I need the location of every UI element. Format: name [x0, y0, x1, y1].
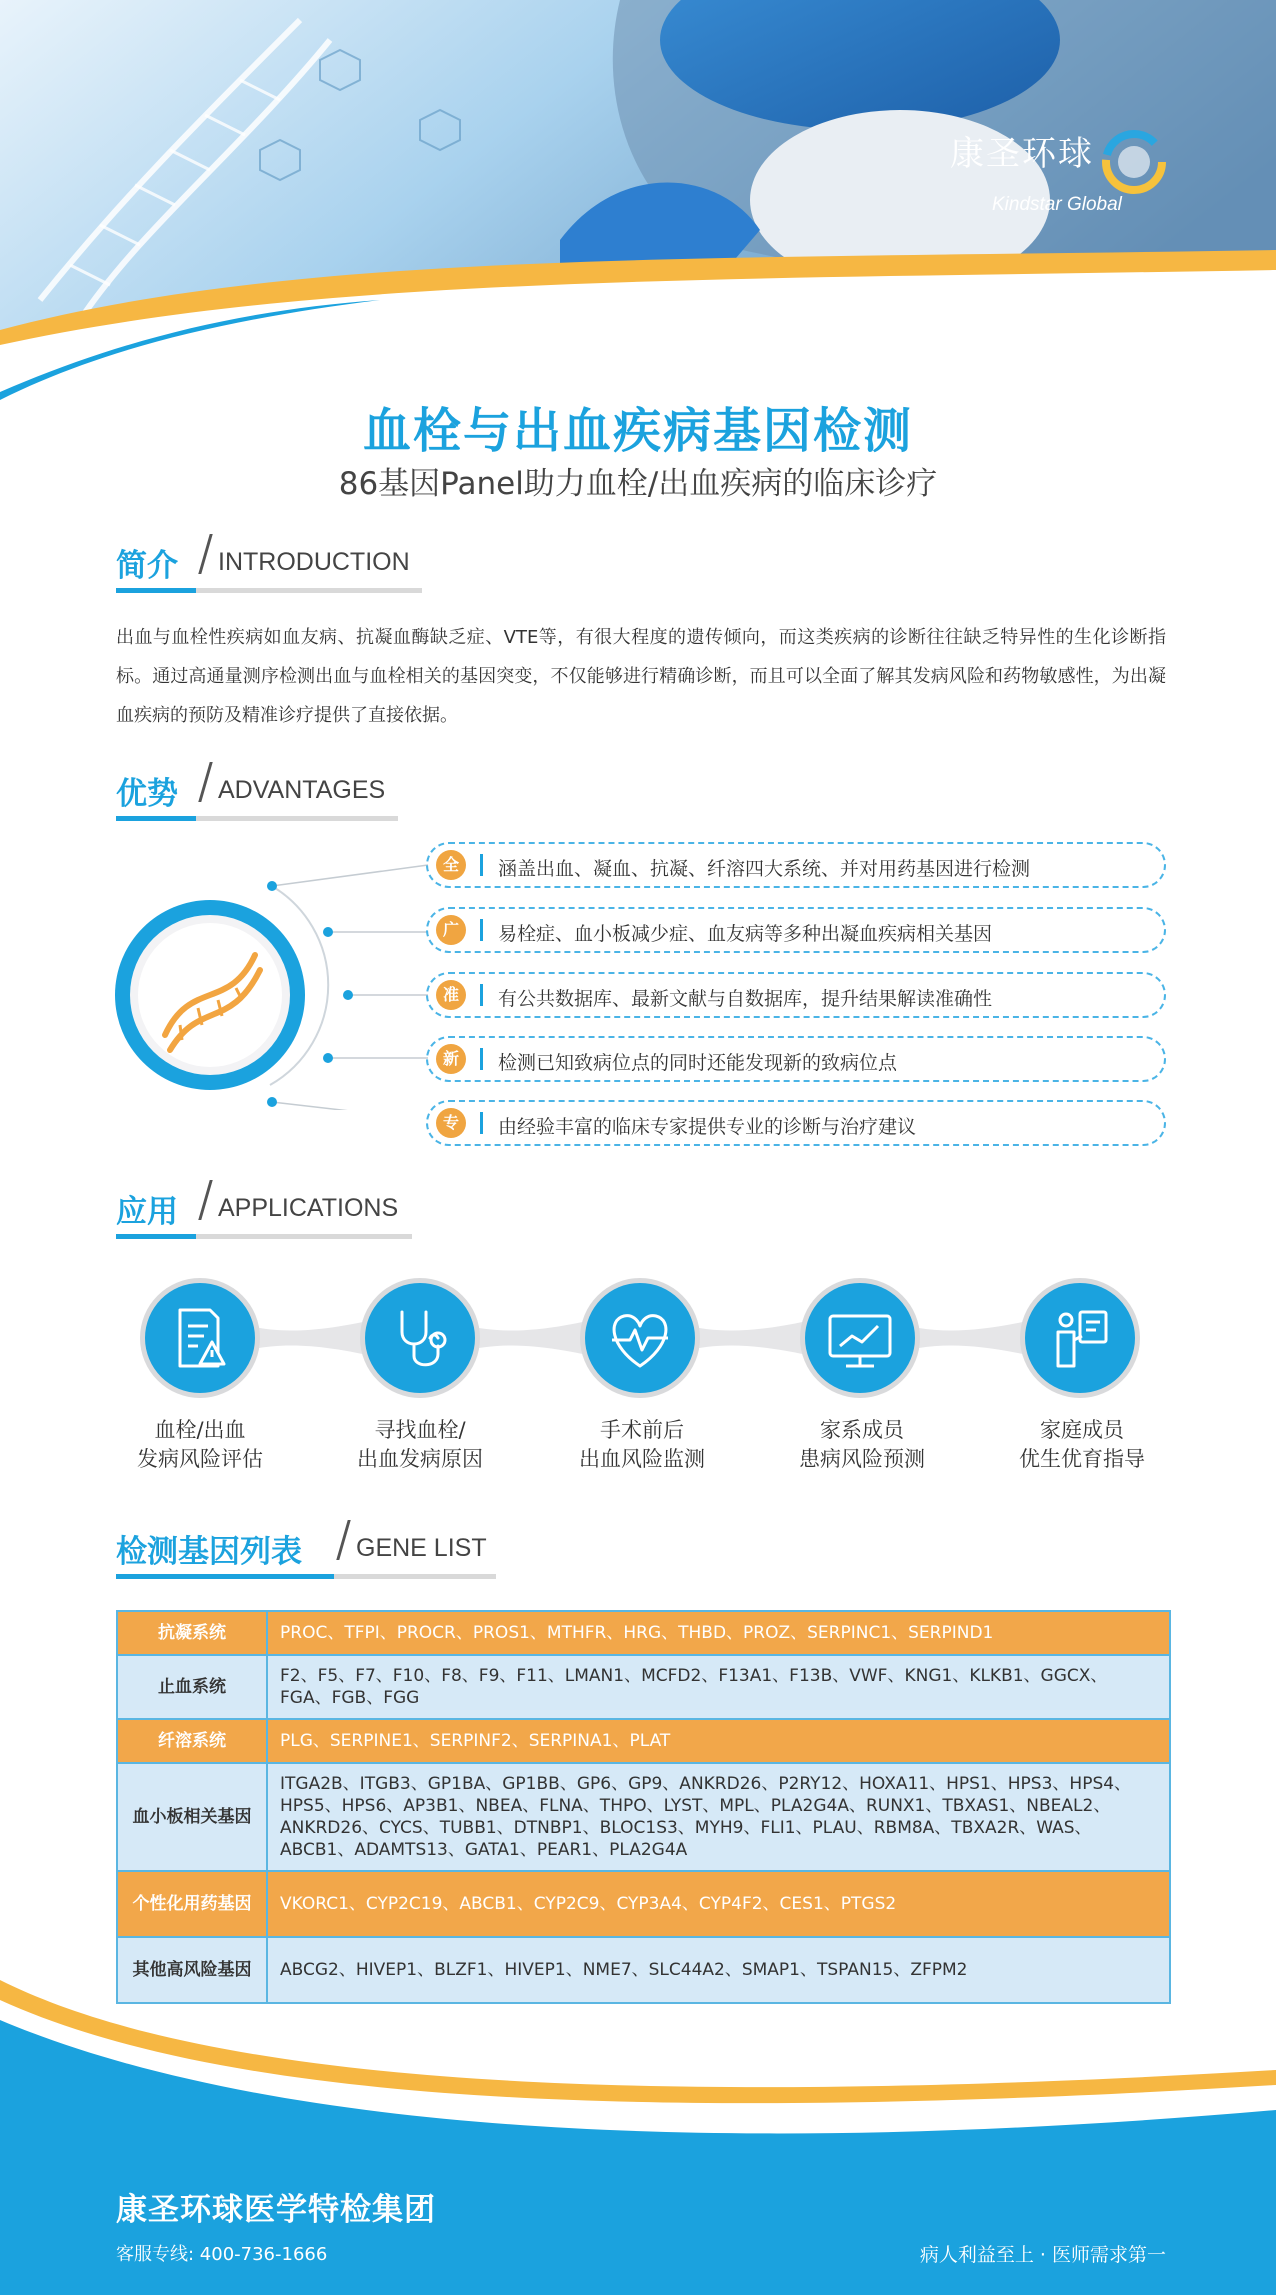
introduction-paragraph: 出血与血栓性疾病如血友病、抗凝血酶缺乏症、VTE等，有很大程度的遗传倾向，而这类疾病的诊断往往缺乏特异性的生化诊断指标。通过高通量测序检测出血与血栓相关的基因突变，不仅能够进行精确诊断，而且可以全面了解其发病风险和药物敏感性，为出凝血疾病的预防及精准诊疗提供了直接依据。 [116, 627, 1166, 726]
gene-names: PLG、SERPINE1、SERPINF2、SERPINA1、PLAT [267, 1719, 1170, 1763]
gene-names: ITGA2B、ITGB3、GP1BA、GP1BB、GP6、GP9、ANKRD26、P2RY12、HOXA11、HPS1、HPS3、HPS4、HPS5、HPS6、AP3B1、NBEA、FLNA、THPO、LYST、MPL、PLA2G4A、RUNX1、TBXAS1、NBEAL2、ANKRD26、CYCS、TUBB1、DTNBP1、BLOC1S3、MYH9、FLI1、PLAU、RBM8A、TBXA2R、WAS、ABCB1、ADAMTS13、GATA1、PEAR1、PLA2G4A [267, 1763, 1170, 1871]
advantage-divider [480, 1048, 483, 1070]
section-slash [336, 1520, 350, 1560]
application-label [752, 1416, 972, 1474]
gene-names: VKORC1、CYP2C19、ABCB1、CYP2C9、CYP3A4、CYP4F2、CES1、PTGS2 [267, 1871, 1170, 1937]
section-underline-accent [116, 1234, 196, 1239]
table-row [117, 1763, 1170, 1871]
application-label-line: 发病风险评估 [137, 1447, 263, 1471]
application-label [972, 1416, 1192, 1474]
advantage-badge: 专 [436, 1108, 466, 1138]
section-title-cn: 优势 [116, 776, 178, 812]
advantage-text: 由经验丰富的临床专家提供专业的诊断与治疗建议 [498, 1116, 917, 1138]
advantage-badge: 全 [436, 850, 466, 880]
app-circle-1 [140, 1278, 260, 1398]
advantage-badge: 广 [436, 915, 466, 945]
brand-name-en: Kindstar Global [992, 194, 1122, 215]
app-circle-4 [800, 1278, 920, 1398]
hero-banner [0, 0, 1276, 400]
advantage-item [426, 907, 1166, 953]
footer-slogan: 病人利益至上 · 医师需求第一 [919, 2244, 1166, 2266]
footer-hotline: 客服专线: 400-736-1666 [116, 2244, 328, 2265]
gene-category: 其他高风险基因 [117, 1937, 267, 2003]
application-label-line: 患病风险预测 [799, 1447, 925, 1471]
section-title-en: APPLICATIONS [218, 1194, 399, 1222]
advantage-badge: 新 [436, 1044, 466, 1074]
application-label [532, 1416, 752, 1474]
section-slash [198, 534, 212, 574]
application-label-line: 家系成员 [820, 1418, 904, 1442]
advantage-text: 有公共数据库、最新文献与自数据库，提升结果解读准确性 [498, 988, 993, 1010]
gene-names: F2、F5、F7、F10、F8、F9、F11、LMAN1、MCFD2、F13A1、F13B、VWF、KNG1、KLKB1、GGCX、FGA、FGB、FGG [267, 1655, 1170, 1719]
section-title-cn: 简介 [116, 548, 178, 584]
footer-company-name: 康圣环球医学特检集团 [116, 2192, 436, 2228]
advantage-text: 检测已知致病位点的同时还能发现新的致病位点 [498, 1052, 898, 1074]
footer-banner [0, 1960, 1276, 2295]
table-row [117, 1871, 1170, 1937]
dna-circle-graphic [110, 860, 430, 1110]
section-slash [198, 1180, 212, 1220]
section-underline-accent [116, 1574, 334, 1579]
gene-names: ABCG2、HIVEP1、BLZF1、HIVEP1、NME7、SLC44A2、SMAP1、TSPAN15、ZFPM2 [267, 1937, 1170, 2003]
gene-category: 个性化用药基因 [117, 1871, 267, 1937]
applications-icon-strip [130, 1268, 1150, 1408]
advantage-item [426, 1036, 1166, 1082]
section-title-en: INTRODUCTION [218, 548, 410, 576]
application-label-line: 手术前后 [600, 1418, 684, 1442]
gene-category: 纤溶系统 [117, 1719, 267, 1763]
gene-list-table [116, 1610, 1171, 2004]
section-title-cn: 应用 [116, 1194, 178, 1230]
advantage-divider [480, 919, 483, 941]
advantage-divider [480, 854, 483, 876]
application-label-line: 优生优育指导 [1019, 1447, 1145, 1471]
advantage-badge: 准 [436, 980, 466, 1010]
section-title-en: ADVANTAGES [218, 776, 386, 804]
table-row [117, 1655, 1170, 1719]
application-label-line: 血栓/出血 [154, 1418, 246, 1442]
advantage-item [426, 972, 1166, 1018]
application-label-line: 出血风险监测 [579, 1447, 705, 1471]
gene-names: PROC、TFPI、PROCR、PROS1、MTHFR、HRG、THBD、PROZ、SERPINC1、SERPIND1 [267, 1611, 1170, 1655]
advantage-text: 易栓症、血小板减少症、血友病等多种出凝血疾病相关基因 [498, 923, 993, 945]
gene-category: 止血系统 [117, 1655, 267, 1719]
application-label-line: 家庭成员 [1040, 1418, 1124, 1442]
app-circle-3 [580, 1278, 700, 1398]
app-circle-2 [360, 1278, 480, 1398]
application-label-line: 出血发病原因 [357, 1447, 483, 1471]
advantage-item [426, 1100, 1166, 1146]
application-label [90, 1416, 310, 1474]
section-slash [198, 762, 212, 802]
section-title-en: GENE LIST [356, 1534, 487, 1562]
advantage-text: 涵盖出血、凝血、抗凝、纤溶四大系统、并对用药基因进行检测 [498, 858, 1031, 880]
section-underline-accent [116, 816, 196, 821]
brand-name-cn: 康圣环球 [950, 134, 1094, 174]
advantage-item [426, 842, 1166, 888]
gene-category: 血小板相关基因 [117, 1763, 267, 1871]
application-label [310, 1416, 530, 1474]
advantage-divider [480, 984, 483, 1006]
table-row [117, 1611, 1170, 1655]
page-subtitle: 86基因Panel助力血栓/出血疾病的临床诊疗 [338, 466, 938, 502]
advantage-divider [480, 1112, 483, 1134]
brand-logo-text [950, 126, 1122, 215]
gene-category: 抗凝系统 [117, 1611, 267, 1655]
section-underline-accent [116, 588, 196, 593]
table-row [117, 1719, 1170, 1763]
brand-swirl-icon [1098, 126, 1170, 198]
application-label-line: 寻找血栓/ [374, 1418, 466, 1442]
page-title: 血栓与出血疾病基因检测 [362, 403, 913, 459]
section-title-cn: 检测基因列表 [116, 1534, 302, 1570]
